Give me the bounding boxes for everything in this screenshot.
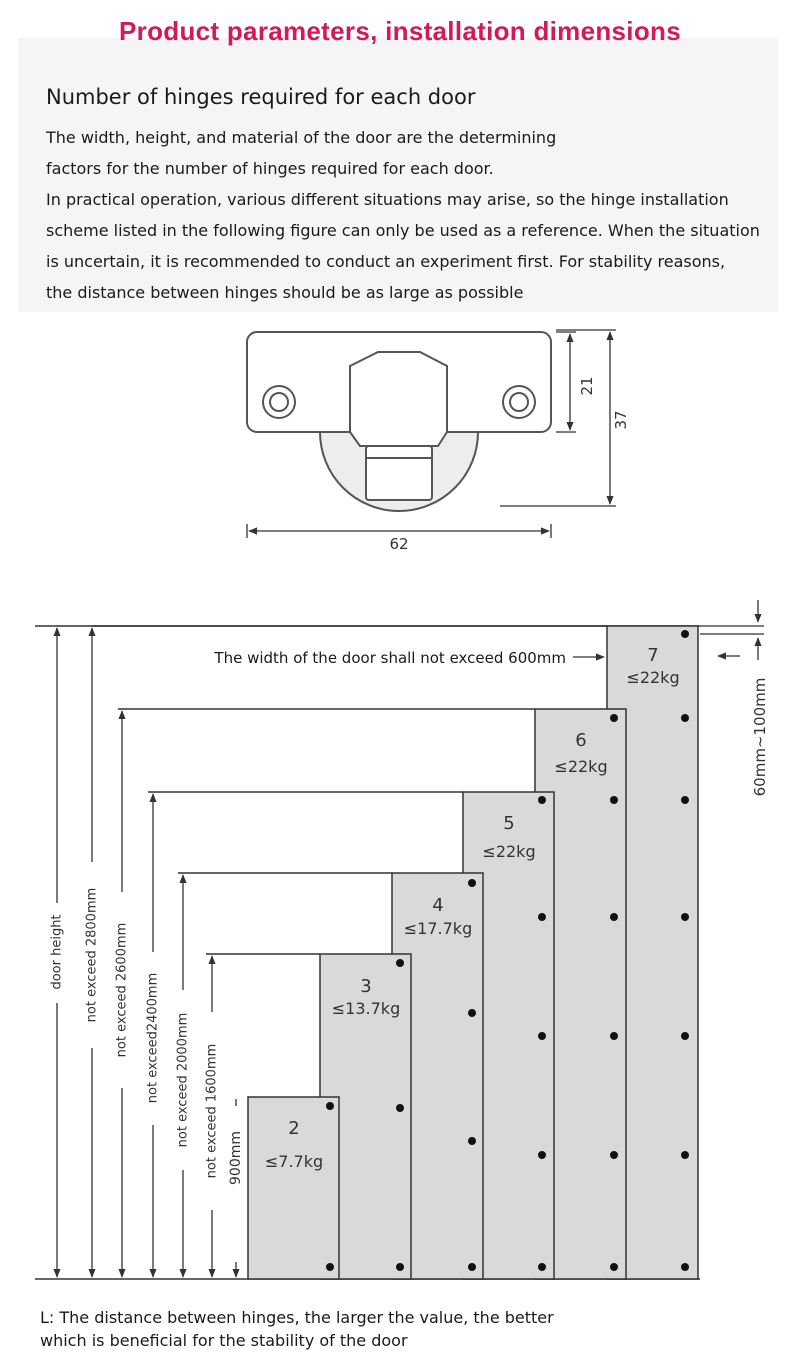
spacing-label: 60mm~100mm <box>751 677 769 797</box>
dim-62-label: 62 <box>389 535 409 553</box>
hinge-dot <box>538 913 546 921</box>
door-5-weight: ≤22kg <box>482 842 536 861</box>
footer-note <box>40 1306 554 1352</box>
hinge-dot <box>538 796 546 804</box>
door-chart <box>35 600 764 1279</box>
height-label-2800: not exceed 2800mm <box>84 887 100 1023</box>
door-3-hinge-count: 3 <box>360 976 372 997</box>
intro-line: In practical operation, various different situations may arise, so the hinge installation <box>46 190 729 209</box>
hinge-dot <box>610 913 618 921</box>
door-4-hinge-count: 4 <box>432 895 444 916</box>
hinge-dot <box>538 1263 546 1271</box>
hinge-dot <box>681 796 689 804</box>
hinge-dot <box>326 1263 334 1271</box>
hinge-dot <box>396 959 404 967</box>
hinge-dot <box>681 1032 689 1040</box>
height-label-2600: not exceed 2600mm <box>114 922 130 1058</box>
hinge-dot <box>538 1032 546 1040</box>
intro-line: factors for the number of hinges required for each door. <box>46 159 494 178</box>
intro-line: The width, height, and material of the door are the determining <box>46 128 557 147</box>
hinge-dot <box>610 1032 618 1040</box>
door-2-hinge-count: 2 <box>288 1118 300 1139</box>
hinge-arm <box>350 352 447 446</box>
hinge-dot <box>610 714 618 722</box>
hinge-dot <box>681 913 689 921</box>
page-title: Product parameters, installation dimensions <box>119 16 681 46</box>
hinge-dot <box>610 1151 618 1159</box>
intro-line: scheme listed in the following figure can only be used as a reference. When the situation <box>46 221 760 240</box>
door-2-weight: ≤7.7kg <box>264 1152 324 1171</box>
footer-line: which is beneficial for the stability of the door <box>40 1331 408 1350</box>
hinge-drawing <box>247 332 551 511</box>
hinge-dot <box>326 1102 334 1110</box>
door-3-weight: ≤13.7kg <box>331 999 401 1018</box>
door-7-weight: ≤22kg <box>626 668 680 687</box>
hinge-dot <box>681 1263 689 1271</box>
dim-37-label: 37 <box>612 410 630 430</box>
hinge-dot <box>681 1151 689 1159</box>
door-7-hinge-count: 7 <box>647 645 659 666</box>
door-height-label: door height <box>49 914 65 990</box>
door-panels <box>248 626 698 1279</box>
hinge-dot <box>681 630 689 638</box>
door-5-hinge-count: 5 <box>503 813 515 834</box>
footer-line: L: The distance between hinges, the larger the value, the better <box>40 1308 554 1327</box>
height-label-2000: not exceed 2000mm <box>175 1012 191 1148</box>
hinge-dot <box>681 714 689 722</box>
door-6-hinge-count: 6 <box>575 730 587 751</box>
hinge-dot <box>468 1263 476 1271</box>
hinge-dot <box>396 1104 404 1112</box>
height-label-1600: not exceed 1600mm <box>204 1043 220 1179</box>
hinge-dot <box>610 796 618 804</box>
hinge-dot <box>610 1263 618 1271</box>
section-heading: Number of hinges required for each door <box>46 85 476 109</box>
dim-21-label: 21 <box>578 376 596 396</box>
hinge-dot <box>396 1263 404 1271</box>
hinge-dot <box>468 1137 476 1145</box>
spacing-dimension <box>700 600 764 660</box>
hinge-dot <box>468 879 476 887</box>
hinge-dot <box>468 1009 476 1017</box>
door-6-weight: ≤22kg <box>554 757 608 776</box>
width-note: The width of the door shall not exceed 600mm <box>214 649 566 667</box>
intro-line: is uncertain, it is recommended to conduct an experiment first. For stability reasons, <box>46 252 726 271</box>
height-label-900: 900mm <box>228 1131 244 1185</box>
intro-line: the distance between hinges should be as large as possible <box>46 283 524 302</box>
hinge-dot <box>538 1151 546 1159</box>
hinge-knuckle <box>366 446 432 500</box>
height-label-2400: not exceed2400mm <box>145 972 161 1104</box>
door-4-weight: ≤17.7kg <box>403 919 473 938</box>
